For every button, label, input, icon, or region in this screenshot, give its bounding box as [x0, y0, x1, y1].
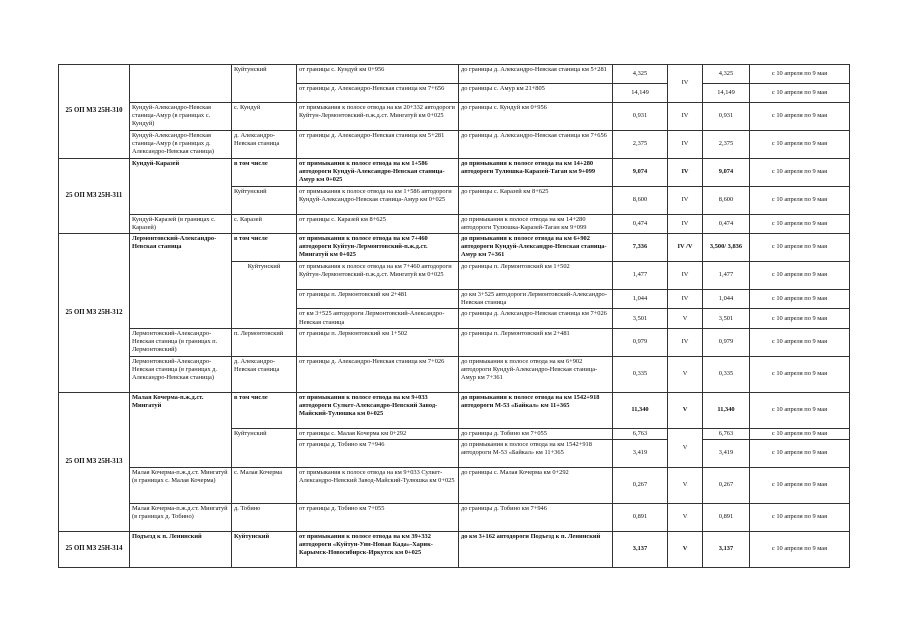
length: 0,891 — [613, 504, 668, 532]
length-restricted: 1,044 — [703, 290, 750, 309]
road-name: Лермонтовский-Александро-Невская станица (в границах п. Лермонтовский) — [130, 328, 232, 356]
length: 3,137 — [613, 532, 668, 568]
road-name: Малая Кочерма-п.ж.д.ст. Мингатуй — [130, 392, 232, 467]
length: 0,931 — [613, 103, 668, 131]
period: с 10 апреля по 9 мая — [750, 468, 850, 504]
period: с 10 апреля по 9 мая — [750, 159, 850, 187]
from: от примыкания к полосе отвода на км 1+586 автодороги Кундуй-Александро-Невская станица-Амур км 0+025 — [297, 159, 459, 187]
period: с 10 апреля по 9 мая — [750, 532, 850, 568]
road-code: 25 ОП МЗ 25Н-311 — [59, 159, 130, 234]
period: с 10 апреля по 9 мая — [750, 356, 850, 392]
to: до границы д. Тобино км 7+946 — [459, 504, 613, 532]
from: от границы п. Лермонтовский км 1+502 — [297, 328, 459, 356]
length-restricted: 0,335 — [703, 356, 750, 392]
length-restricted: 3,419 — [703, 440, 750, 468]
location: Куйтунский — [232, 65, 297, 103]
to: до примыкания к полосе отвода на км 6+902 автодороги Кундуй-Александро-Невская станица-Амур км 7+361 — [459, 356, 613, 392]
road-name: Кундуй-Александро-Невская станица-Амур (в границах д. Александро-Невская станица) — [130, 131, 232, 159]
category: V — [668, 504, 703, 532]
location: в том числе — [232, 392, 297, 428]
from: от границы д. Александро-Невская станица км 5+281 — [297, 131, 459, 159]
category: IV — [668, 186, 703, 214]
length-restricted: 14,149 — [703, 84, 750, 103]
length-restricted: 0,267 — [703, 468, 750, 504]
category: V — [668, 468, 703, 504]
road-name: Малая Кочерма-п.ж.д.ст. Мингатуй (в границах д. Тобино) — [130, 504, 232, 532]
to: до примыкания к полосе отвода на км 14+280 автодороги Тулюшка-Каразей-Таган км 9+099 — [459, 159, 613, 187]
table-row — [59, 214, 850, 233]
category: IV — [668, 65, 703, 103]
to: до границы с. Малая Кочерма км 0+292 — [459, 468, 613, 504]
table-row — [59, 504, 850, 532]
table-row — [59, 532, 850, 568]
period: с 10 апреля по 9 мая — [750, 214, 850, 233]
road-name: Малая Кочерма-п.ж.д.ст. Мингатуй (в границах с. Малая Кочерма) — [130, 468, 232, 504]
category: IV — [668, 328, 703, 356]
length-restricted: 2,375 — [703, 131, 750, 159]
to: до границы д. Тобино км 7+055 — [459, 428, 613, 439]
location: Куйтунский — [232, 428, 297, 467]
to: до границы п. Лермонтовский км 1+502 — [459, 262, 613, 290]
period: с 10 апреля по 9 мая — [750, 186, 850, 214]
from: от примыкания к полосе отвода на км 9+033 автодороги Сулкет-Александро-Невский Завод-Майский-Тулюшка км 0+025 — [297, 392, 459, 428]
road-code: 25 ОП МЗ 25Н-313 — [59, 392, 130, 531]
road-code: 25 ОП МЗ 25Н-312 — [59, 234, 130, 393]
location: в том числе — [232, 234, 297, 262]
length-restricted: 3,501 — [703, 309, 750, 328]
table-row — [59, 392, 850, 428]
table-row — [59, 131, 850, 159]
from: от примыкания к полосе отвода на км 7+460 автодороги Куйтун-Лермонтовский-п.ж.д.ст. Мингатуй км 0+025 — [297, 234, 459, 262]
table-row — [59, 234, 850, 262]
from: от примыкания к полосе отвода на км 20+332 автодороги Куйтун-Лермонтовский-п.ж.д.ст. Мингатуй км 0+025 — [297, 103, 459, 131]
location: Куйтунский — [232, 262, 297, 329]
location: с. Малая Кочерма — [232, 468, 297, 504]
from: от границы с. Кундуй км 0+956 — [297, 65, 459, 84]
from: от границы п. Лермонтовский км 2+481 — [297, 290, 459, 309]
road-name: Подъезд к п. Ленинский — [130, 532, 232, 568]
period: с 10 апреля по 9 мая — [750, 262, 850, 290]
location: п. Лермонтовский — [232, 328, 297, 356]
table-row — [59, 103, 850, 131]
length: 6,763 — [613, 428, 668, 439]
length: 1,044 — [613, 290, 668, 309]
length: 3,501 — [613, 309, 668, 328]
period: с 10 апреля по 9 мая — [750, 392, 850, 428]
from: от границы д. Александро-Невская станица км 7+656 — [297, 84, 459, 103]
location: с. Кундуй — [232, 103, 297, 131]
road-code: 25 ОП МЗ 25Н-310 — [59, 65, 130, 159]
length-restricted: 4,325 — [703, 65, 750, 84]
length-restricted: 1,477 — [703, 262, 750, 290]
to: до примыкания к полосе отвода на км 14+280 автодороги Тулюшка-Каразей-Таган км 9+099 — [459, 214, 613, 233]
roads-table — [58, 64, 850, 568]
length-restricted: 3,500/ 3,836 — [703, 234, 750, 262]
period: с 10 апреля по 9 мая — [750, 84, 850, 103]
length: 2,375 — [613, 131, 668, 159]
category: IV — [668, 214, 703, 233]
period: с 10 апреля по 9 мая — [750, 131, 850, 159]
from: от границы с. Каразей км 8+625 — [297, 214, 459, 233]
to: до границы д. Александро-Невская станица км 5+281 — [459, 65, 613, 84]
table-row — [59, 356, 850, 392]
length: 7,336 — [613, 234, 668, 262]
to: до границы с. Каразей км 8+625 — [459, 186, 613, 214]
length-restricted: 0,979 — [703, 328, 750, 356]
to: до км 3+162 автодороги Подъезд к п. Ленинский — [459, 532, 613, 568]
period: с 10 апреля по 9 мая — [750, 504, 850, 532]
period: с 10 апреля по 9 мая — [750, 328, 850, 356]
length: 8,600 — [613, 186, 668, 214]
period: с 10 апреля по 9 мая — [750, 428, 850, 439]
period: с 10 апреля по 9 мая — [750, 65, 850, 84]
period: с 10 апреля по 9 мая — [750, 234, 850, 262]
period: с 10 апреля по 9 мая — [750, 309, 850, 328]
length: 0,335 — [613, 356, 668, 392]
road-name: Лермонтовский-Александро-Невская станица (в границах д. Александро-Невская станица) — [130, 356, 232, 392]
length: 0,267 — [613, 468, 668, 504]
location: д. Александро-Невская станица — [232, 131, 297, 159]
road-name: Кундуй-Каразей — [130, 159, 232, 215]
table-row — [59, 159, 850, 187]
length: 3,419 — [613, 440, 668, 468]
to: до границы д. Александро-Невская станица км 7+656 — [459, 131, 613, 159]
length-restricted: 3,137 — [703, 532, 750, 568]
length-restricted: 11,340 — [703, 392, 750, 428]
category: IV — [668, 131, 703, 159]
length: 14,149 — [613, 84, 668, 103]
road-code: 25 ОП МЗ 25Н-314 — [59, 532, 130, 568]
from: от примыкания к полосе отвода на км 1+586 автодороги Кундуй-Александро-Невская станица-Амур км 0+025 — [297, 186, 459, 214]
to: до границы д. Александро-Невская станица км 7+026 — [459, 309, 613, 328]
from: от границы с. Малая Кочерма км 0+292 — [297, 428, 459, 439]
from: от примыкания к полосе отвода на км 39+332 автодороги «Куйтун-Уян-Новая Када»-Харик-Карымск-Новосибирск-Иркутск км 0+025 — [297, 532, 459, 568]
road-name: Кундуй-Каразей (в границах с. Каразей) — [130, 214, 232, 233]
length: 0,979 — [613, 328, 668, 356]
table-row — [59, 65, 850, 84]
period: с 10 апреля по 9 мая — [750, 440, 850, 468]
table-row — [59, 328, 850, 356]
from: от км 3+525 автодороги Лермонтовский-Александро-Невская станица — [297, 309, 459, 328]
category: V — [668, 309, 703, 328]
location: в том числе — [232, 159, 297, 187]
to: до примыкания к полосе отвода на км 6+902 автодороги Кундуй-Александро-Невская станица-Амур км 7+361 — [459, 234, 613, 262]
category: V — [668, 392, 703, 428]
category: IV — [668, 290, 703, 309]
period: с 10 апреля по 9 мая — [750, 103, 850, 131]
length-restricted: 9,074 — [703, 159, 750, 187]
category: V — [668, 356, 703, 392]
to: до границы с. Кундуй км 0+956 — [459, 103, 613, 131]
from: от границы д. Александро-Невская станица км 7+026 — [297, 356, 459, 392]
length-restricted: 0,891 — [703, 504, 750, 532]
document-page — [58, 64, 849, 568]
to: до примыкания к полосе отвода на км 1542+918 автодороги М-53 «Байкал» км 11+365 — [459, 440, 613, 468]
road-name: Кундуй-Александро-Невская станица-Амур (в границах с. Кундуй) — [130, 103, 232, 131]
location: Куйтунский — [232, 532, 297, 568]
length: 11,340 — [613, 392, 668, 428]
length: 9,074 — [613, 159, 668, 187]
category: IV — [668, 103, 703, 131]
location: с. Каразей — [232, 214, 297, 233]
category: IV — [668, 262, 703, 290]
road-name: Лермонтовский-Александро-Невская станица — [130, 234, 232, 329]
length-restricted: 0,474 — [703, 214, 750, 233]
to: до границы п. Лермонтовский км 2+481 — [459, 328, 613, 356]
location: д. Тобино — [232, 504, 297, 532]
length: 4,325 — [613, 65, 668, 84]
length-restricted: 6,763 — [703, 428, 750, 439]
length-restricted: 8,600 — [703, 186, 750, 214]
table-row — [59, 468, 850, 504]
from: от примыкания к полосе отвода на км 7+460 автодороги Куйтун-Лермонтовский-п.ж.д.ст. Мингатуй км 0+025 — [297, 262, 459, 290]
location: Куйтунский — [232, 186, 297, 214]
category: V — [668, 428, 703, 467]
length: 1,477 — [613, 262, 668, 290]
to: до км 3+525 автодороги Лермонтовский-Александро-Невская станица — [459, 290, 613, 309]
category: IV — [668, 159, 703, 187]
length: 0,474 — [613, 214, 668, 233]
length-restricted: 0,931 — [703, 103, 750, 131]
from: от примыкания к полосе отвода на км 9+033 Сулкет-Александро-Невский Завод-Майский-Тулюшка км 0+025 — [297, 468, 459, 504]
from: от границы д. Тобино км 7+946 — [297, 440, 459, 468]
period: с 10 апреля по 9 мая — [750, 290, 850, 309]
from: от границы д. Тобино км 7+055 — [297, 504, 459, 532]
to: до границы с. Амур км 21+805 — [459, 84, 613, 103]
to: до примыкания к полосе отвода на км 1542+918 автодороги М-53 «Байкал» км 11+365 — [459, 392, 613, 428]
category: IV /V — [668, 234, 703, 262]
category: V — [668, 532, 703, 568]
location: д. Александро-Невская станица — [232, 356, 297, 392]
road-name — [130, 65, 232, 103]
